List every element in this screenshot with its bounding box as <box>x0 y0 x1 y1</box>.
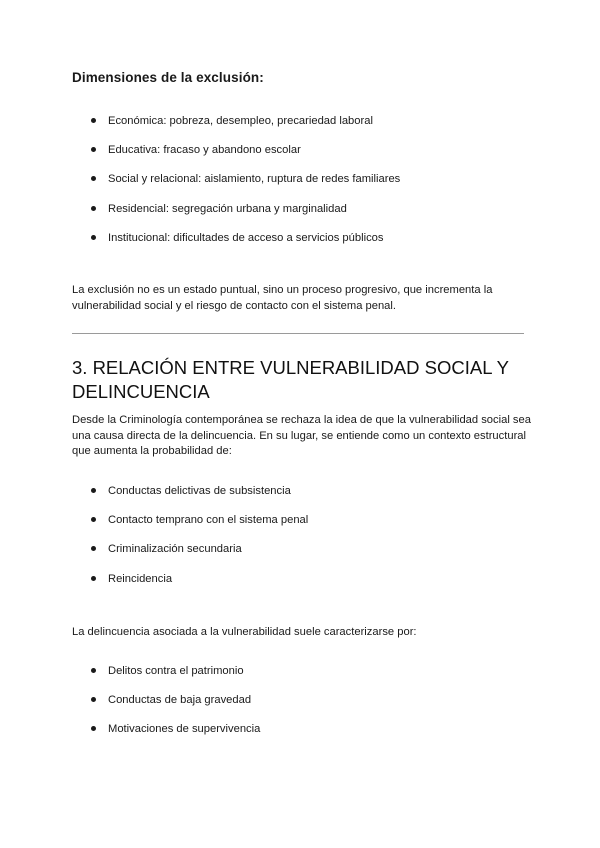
list-item <box>91 542 531 571</box>
list-item <box>91 143 531 172</box>
list-item-text: Criminalización secundaria <box>108 543 242 556</box>
list-item-text: Conductas delictivas de subsistencia <box>108 485 291 497</box>
list-item <box>91 172 531 201</box>
dimensions-heading: Dimensiones de la exclusión: <box>72 70 264 85</box>
bullet-icon <box>91 118 96 123</box>
list-item-text: Social y relacional: aislamiento, ruptura de redes familiares <box>108 173 401 186</box>
bullet-icon <box>91 176 96 181</box>
list-item-text: Económica: pobreza, desempleo, precariedad laboral <box>108 115 373 127</box>
exclusion-paragraph: La exclusión no es un estado puntual, sino un proceso progresivo, que incrementa la vulnerabilidad social y el riesgo de contacto con el sistema penal. <box>72 284 493 312</box>
characterization-list <box>91 664 531 752</box>
bullet-icon <box>91 147 96 152</box>
list-item <box>91 722 531 751</box>
list-item-text: Conductas de baja gravedad <box>108 694 252 707</box>
list-item-text: Institucional: dificultades de acceso a servicios públicos <box>108 231 384 244</box>
list-item <box>91 572 531 601</box>
bullet-icon <box>91 576 96 581</box>
list-item-text: Reincidencia <box>108 572 173 585</box>
bullet-icon <box>91 668 96 673</box>
section-title: 3. RELACIÓN ENTRE VULNERABILIDAD SOCIAL Y DELINCUENCIA <box>72 357 509 402</box>
dimensions-list <box>91 114 531 260</box>
list-item <box>91 513 531 542</box>
probability-list <box>91 484 531 601</box>
bullet-icon <box>91 726 96 731</box>
list-item <box>91 202 531 231</box>
bullet-icon <box>91 697 96 702</box>
bullet-icon <box>91 488 96 493</box>
list-item-text: Delitos contra el patrimonio <box>108 665 244 677</box>
intro-paragraph: Desde la Criminología contemporánea se rechaza la idea de que la vulnerabilidad social sea una causa directa de la delincuencia. En su lugar, se entiende como un contexto estructural que aumenta la probabilidad de: <box>72 414 531 458</box>
list-item <box>91 231 531 260</box>
bullet-icon <box>91 235 96 240</box>
characterization-paragraph: La delincuencia asociada a la vulnerabilidad suele caracterizarse por: <box>72 626 417 638</box>
bullet-icon <box>91 546 96 551</box>
list-item <box>91 693 531 722</box>
bullet-icon <box>91 517 96 522</box>
list-item-text: Educativa: fracaso y abandono escolar <box>108 144 301 157</box>
list-item <box>91 114 531 143</box>
list-item-text: Contacto temprano con el sistema penal <box>108 514 309 527</box>
list-item-text: Residencial: segregación urbana y marginalidad <box>108 202 347 215</box>
list-item <box>91 664 531 693</box>
list-item-text: Motivaciones de supervivencia <box>108 723 261 736</box>
horizontal-divider <box>72 333 524 334</box>
list-item <box>91 484 531 513</box>
bullet-icon <box>91 206 96 211</box>
